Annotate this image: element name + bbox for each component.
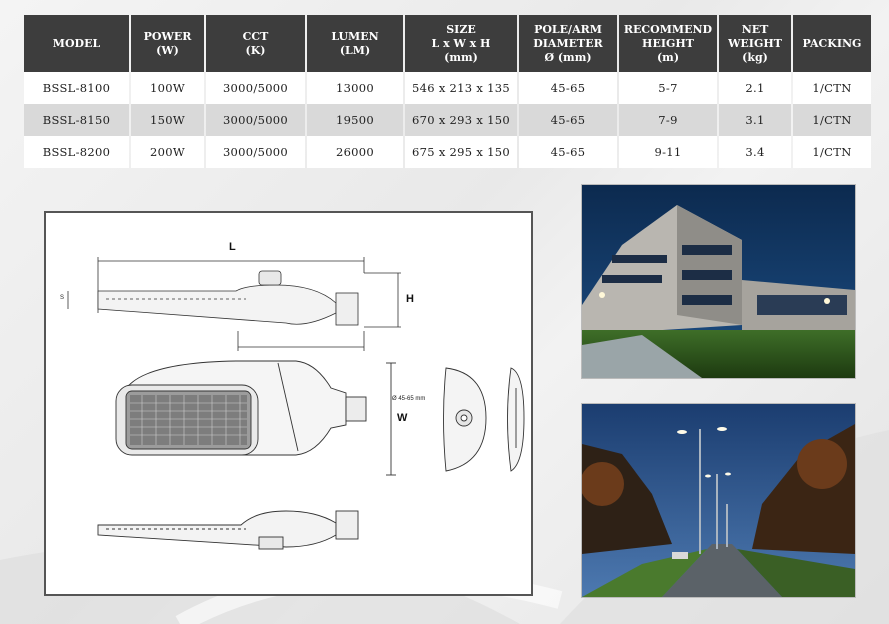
led-array bbox=[130, 395, 247, 445]
cell-diameter: 45-65 bbox=[519, 72, 617, 104]
photo-street-lights-road bbox=[581, 403, 856, 598]
cell-power: 200W bbox=[131, 136, 204, 168]
cell-lumen: 26000 bbox=[307, 136, 403, 168]
table-header-row bbox=[24, 15, 871, 72]
cell-weight: 3.4 bbox=[719, 136, 791, 168]
width-label: W bbox=[397, 412, 408, 424]
cell-weight: 3.1 bbox=[719, 104, 791, 136]
diameter-label: Ø 45-65 mm bbox=[392, 396, 426, 402]
header-model: MODEL bbox=[24, 15, 129, 72]
table-row bbox=[24, 72, 871, 104]
header-packing: PACKING bbox=[793, 15, 871, 72]
cell-size: 670 x 293 x 150 bbox=[405, 104, 517, 136]
side-label: S bbox=[60, 295, 65, 301]
header-power: POWER (W) bbox=[131, 15, 204, 72]
cell-height: 9-11 bbox=[619, 136, 717, 168]
cell-model: BSSL-8200 bbox=[24, 136, 129, 168]
cell-lumen: 19500 bbox=[307, 104, 403, 136]
cell-lumen: 13000 bbox=[307, 72, 403, 104]
header-pole-diameter: POLE/ARM DIAMETER Ø (mm) bbox=[519, 15, 617, 72]
header-size: SIZE L x W x H (mm) bbox=[405, 15, 517, 72]
technical-drawing bbox=[46, 213, 531, 594]
spec-table bbox=[22, 15, 873, 168]
cell-diameter: 45-65 bbox=[519, 104, 617, 136]
cell-height: 7-9 bbox=[619, 104, 717, 136]
cell-height: 5-7 bbox=[619, 72, 717, 104]
cell-model: BSSL-8150 bbox=[24, 104, 129, 136]
header-recommend-height: RECOMMEND HEIGHT (m) bbox=[619, 15, 717, 72]
cell-size: 675 x 295 x 150 bbox=[405, 136, 517, 168]
header-net-weight: NET WEIGHT (kg) bbox=[719, 15, 791, 72]
cell-power: 150W bbox=[131, 104, 204, 136]
length-label: L bbox=[229, 241, 236, 253]
cell-packing: 1/CTN bbox=[793, 72, 871, 104]
cell-packing: 1/CTN bbox=[793, 136, 871, 168]
header-lumen: LUMEN (LM) bbox=[307, 15, 403, 72]
cell-size: 546 x 213 x 135 bbox=[405, 72, 517, 104]
table-row bbox=[24, 136, 871, 168]
cell-cct: 3000/5000 bbox=[206, 72, 305, 104]
cell-model: BSSL-8100 bbox=[24, 72, 129, 104]
cell-packing: 1/CTN bbox=[793, 104, 871, 136]
height-label: H bbox=[406, 293, 414, 305]
cell-power: 100W bbox=[131, 72, 204, 104]
technical-drawing-panel bbox=[44, 211, 533, 596]
header-cct: CCT (K) bbox=[206, 15, 305, 72]
cell-cct: 3000/5000 bbox=[206, 104, 305, 136]
table-row bbox=[24, 104, 871, 136]
cell-diameter: 45-65 bbox=[519, 136, 617, 168]
cell-weight: 2.1 bbox=[719, 72, 791, 104]
photo-building-night bbox=[581, 184, 856, 379]
cell-cct: 3000/5000 bbox=[206, 136, 305, 168]
